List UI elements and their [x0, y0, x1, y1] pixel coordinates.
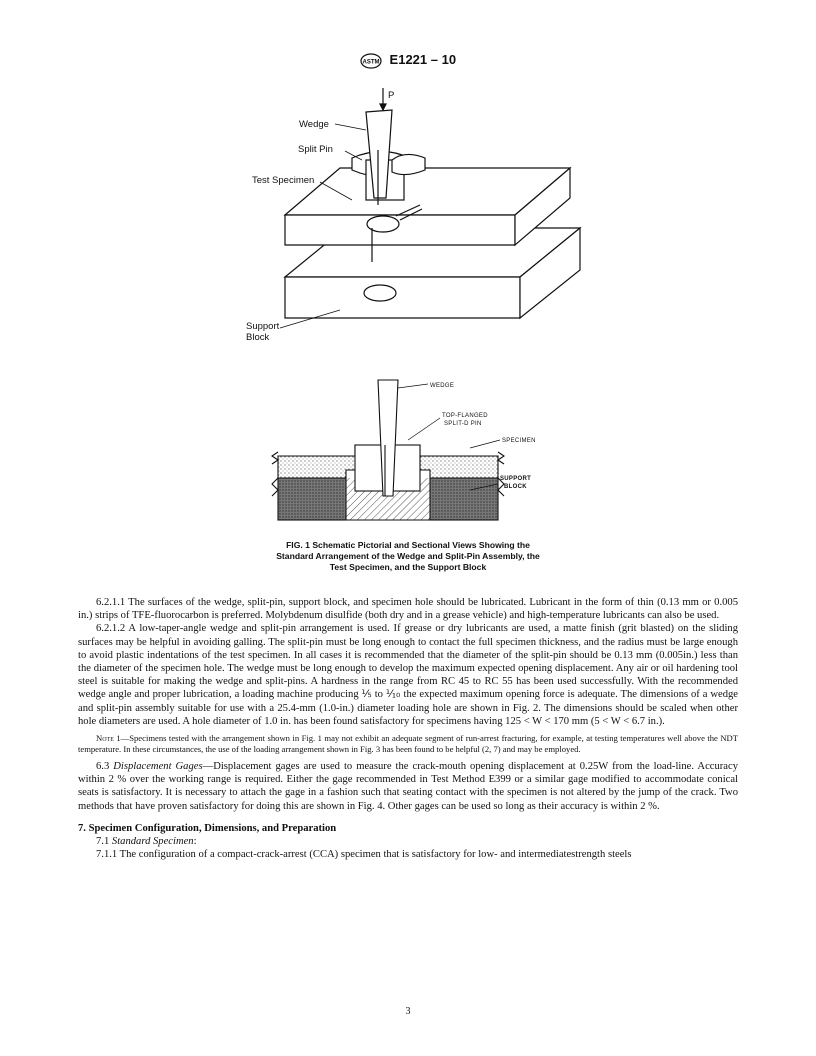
split-pin-label: Split Pin — [298, 144, 333, 155]
test-specimen-label: Test Specimen — [252, 175, 315, 186]
note-label: Note 1 — [96, 733, 121, 744]
paragraph-7-1 — [78, 835, 738, 848]
section-title: Standard Specimen — [111, 836, 194, 848]
paragraph-6-2-1-1: 6.2.1.1 The surfaces of the wedge, split-pin, support block, and specimen hole should be lubricated. Lubricant in the form of thin (0.13 mm or 0.005 in.) strips of TFE-fluorocarbon is preferred. Molybdenum disulfide (both dry and in a grease vehicle) and high-temperature lubricants can also be used. — [78, 597, 738, 622]
section-support-label-2: BLOCK — [504, 484, 527, 490]
paragraph-6-2-1-2: 6.2.1.2 A low-taper-angle wedge and split-pin arrangement is used. If grease or dry lubricants are used, a matte finish (grit blasted) on the sliding surfaces may be helpful in avoiding galling. The split-pin must be long enough to contact the full specimen thickness, and the radius must be large enough to avoid plastic indentations of the test specimen. In all cases it is recommended that the diameter of the split-pin should be 0.13 mm (0.005in.) less than the diameter of the specimen hole. The wedge must be long enough to develop the maximum expected opening displacement. Any air or oil hardening tool steel is suitable for making the wedge and split-pins. A hardness in the range from RC 45 to RC 55 has been used successfully. With the recommended wedge angle and proper lubrication, a loading machine producing ⅕ to ⅒ the expected maximum opening force is adequate. The dimensions of a wedge and split-pin assembly suitable for use with a 25.4-mm (1.0-in.) diameter loading hole are shown in Fig. 2. The dimensions should be scaled when other hole diameters are used. A hole diameter of 1.0 in. has been found satisfactory for specimens having 125 < W < 170 mm (5 < W < 6.7 in.). — [78, 623, 738, 727]
section-pin-label-1: TOP-FLANGED — [442, 413, 488, 419]
section-7-heading: 7. Specimen Configuration, Dimensions, and Preparation — [78, 822, 337, 834]
section-number: 6.3 — [96, 761, 110, 773]
svg-text:ASTM: ASTM — [362, 59, 380, 66]
paragraph-text: —Displacement gages are used to measure the crack-mouth opening displacement at 0.25W from the load-line. Accuracy within 2 % over the working range is required. Either the gage recommended in Test Method E399 or a similar gage modified to accommodate conical seats is satisfactory. It is necessary to attach the gage in a fashion such that seating contact with the specimen is not altered by the jump of the crack. Two methods that have proven satisfactory for doing this are shown in Fig. 4. Other gages can be used so long as their accuracy is within 2 %. — [78, 761, 738, 812]
caption-line-3: Test Specimen, and the Support Block — [329, 562, 487, 572]
section-pin-label-2: SPLIT-D PIN — [444, 421, 482, 427]
paragraph-7-1-1: 7.1.1 The configuration of a compact-crack-arrest (CCA) specimen that is satisfactory for low- and intermediatestrength steels — [96, 849, 632, 861]
load-label: P — [388, 90, 395, 101]
figure-caption — [200, 540, 616, 573]
document-id: E1221 – 10 — [389, 52, 457, 67]
section-wedge-label: WEDGE — [430, 383, 455, 389]
caption-line-2: Standard Arrangement of the Wedge and Split-Pin Assembly, the — [276, 551, 540, 561]
support-label-1: Support — [246, 321, 280, 332]
caption-line-1: FIG. 1 Schematic Pictorial and Sectional Views Showing the — [286, 540, 530, 550]
section-support-label-1: SUPPORT — [500, 476, 532, 482]
paragraph-6-3 — [78, 760, 738, 813]
page-number: 3 — [405, 1006, 411, 1017]
body-text — [78, 596, 738, 861]
section-title: Displacement Gages — [113, 761, 203, 773]
support-label-2: Block — [246, 332, 270, 343]
section-view-drawing — [272, 380, 504, 520]
wedge-label: Wedge — [299, 119, 329, 130]
note-1 — [78, 733, 738, 755]
note-text: —Specimens tested with the arrangement shown in Fig. 1 may not exhibit an adequate segment of run-arrest fracturing, for example, at testing temperatures well above the NDT temperature. In these circumstances, the use of the loading arrangement shown in Fig. 3 has been found to be helpful (2, 7) and may be employed. — [78, 733, 738, 755]
section-number: 7.1 — [96, 836, 110, 848]
section-specimen-label: SPECIMEN — [502, 438, 536, 444]
section-title-colon: : — [193, 836, 197, 848]
